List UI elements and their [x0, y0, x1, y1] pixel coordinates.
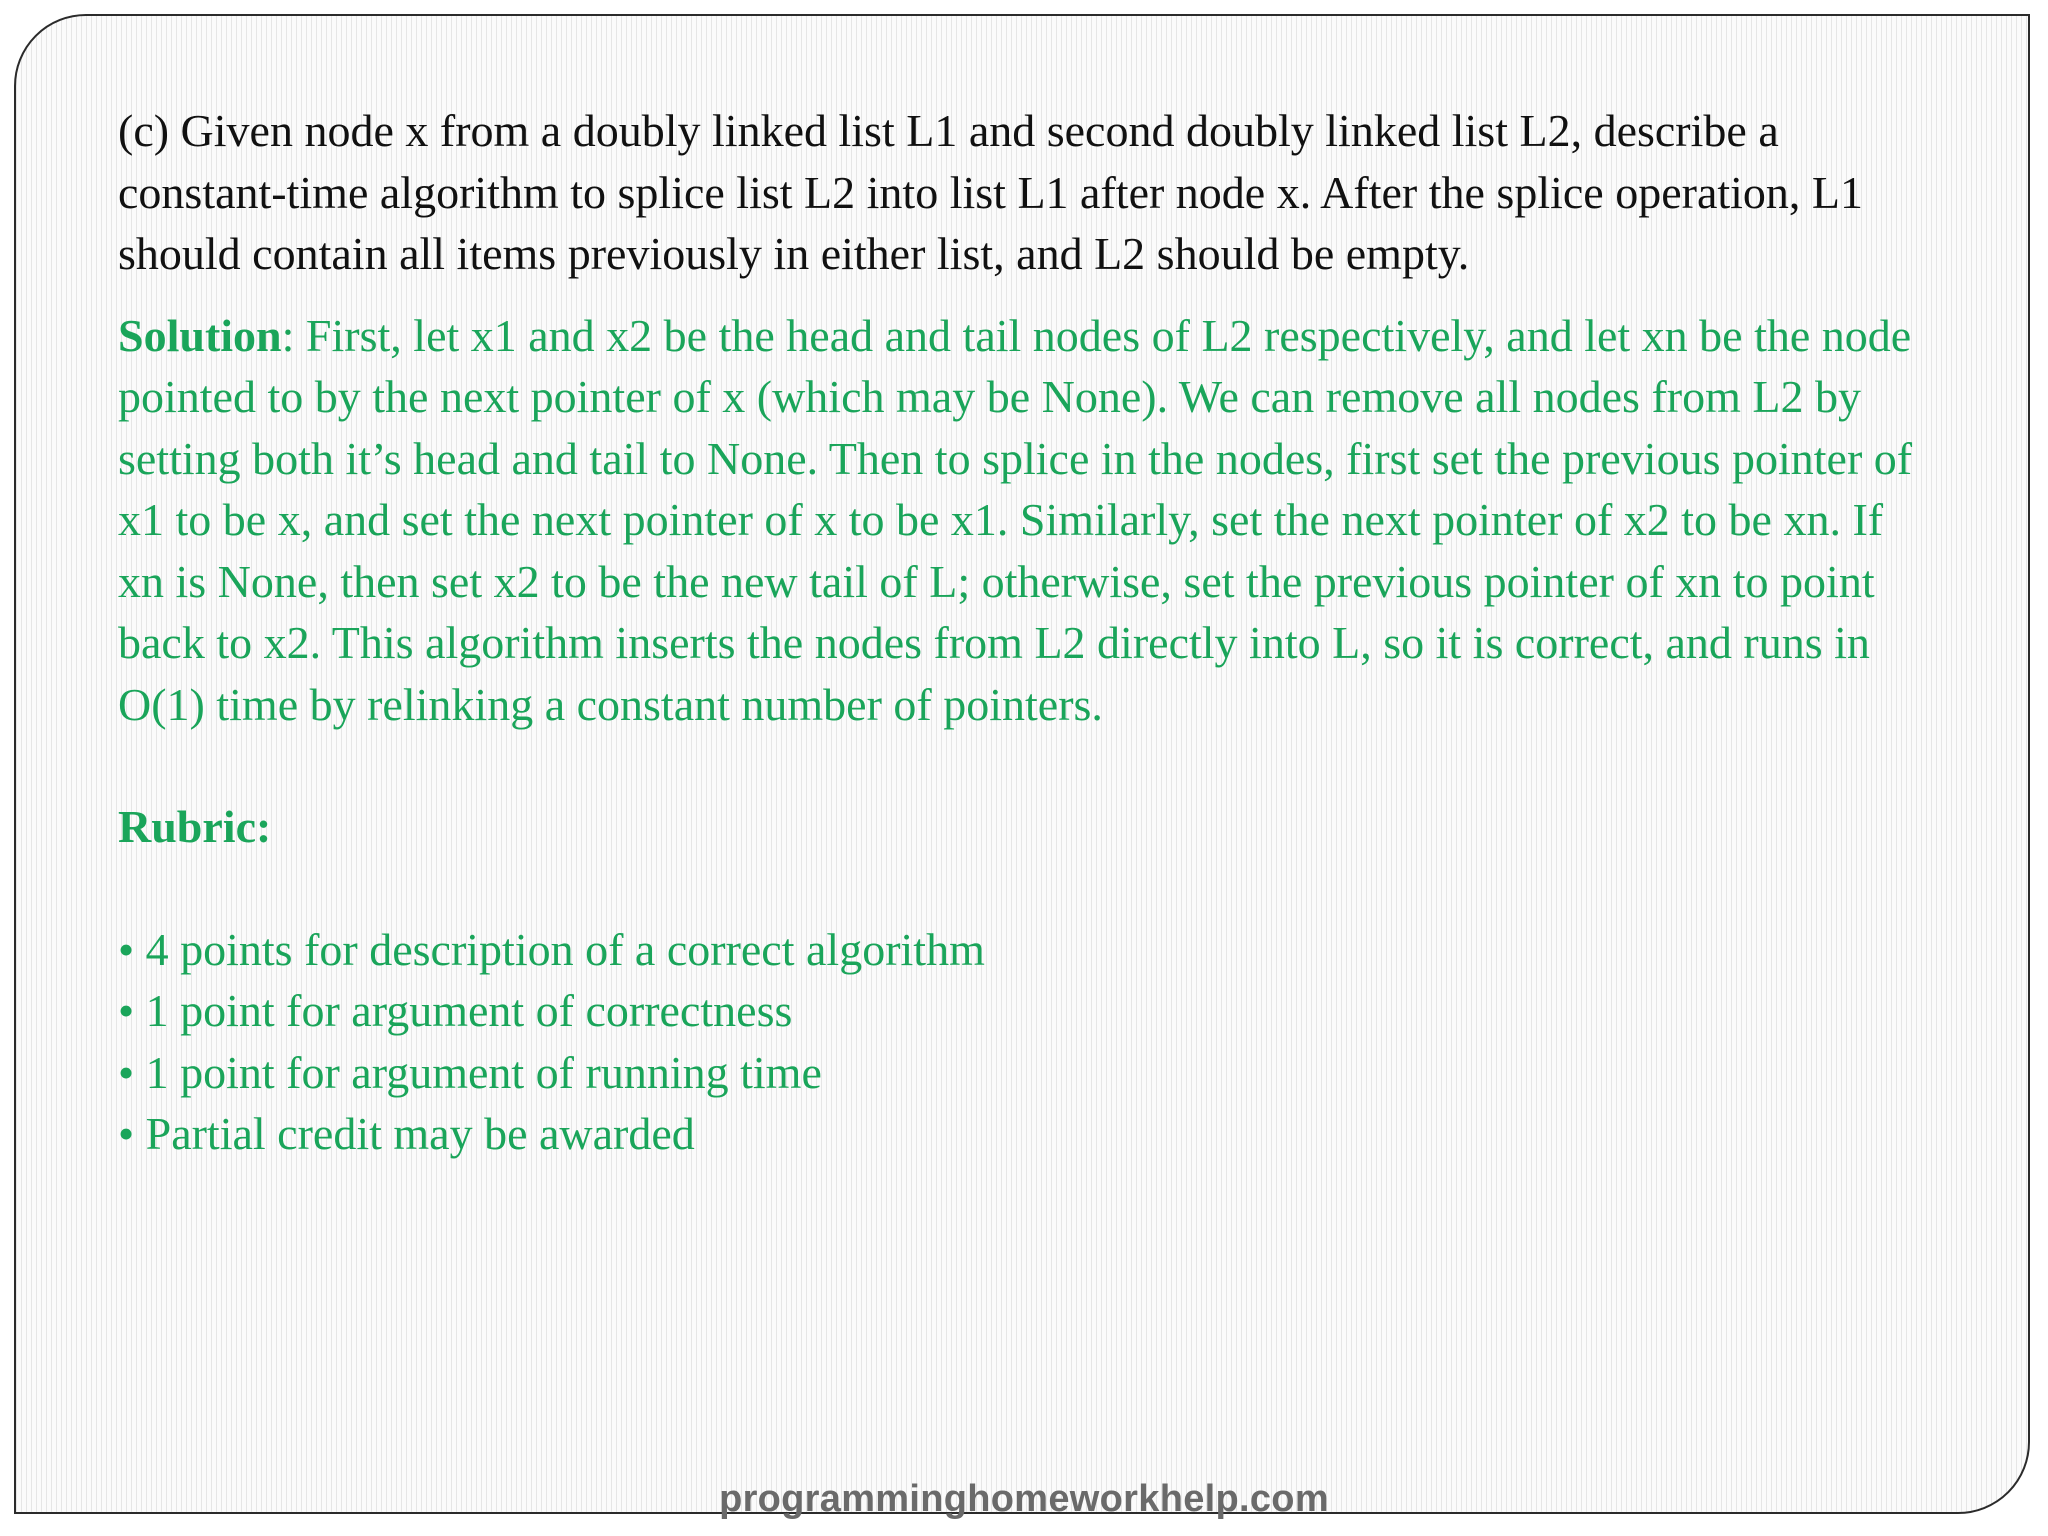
solution-text: : First, let x1 and x2 be the head and tail nodes of L2 respectively, and let xn be the node pointed to by the next pointer of x (which may be None). We can remove all nodes from L2 by setting both it’s head and tail to None. Then to splice in the nodes, first set the previous pointer of x1 to be x, and set the next pointer of x to be x1. Similarly, set the next pointer of x2 to be xn. If xn is None, then set x2 to be the new tail of L; otherwise, set the previous pointer of xn to point back to x2. This algorithm inserts the nodes from L2 directly into L, so it is correct, and runs in O(1) time by relinking a constant number of pointers.	[118, 309, 1913, 730]
rubric-item: • 4 points for description of a correct algorithm	[118, 923, 985, 975]
rubric-item: • 1 point for argument of correctness	[118, 985, 793, 1036]
footer-watermark: programminghomeworkhelp.com	[719, 1478, 1329, 1520]
rubric-item: • Partial credit may be awarded	[118, 1108, 695, 1159]
solution-paragraph	[118, 305, 1938, 736]
rubric-item: • 1 point for argument of running time	[118, 1046, 822, 1098]
rubric-heading: Rubric:	[118, 801, 272, 852]
question-text: (c) Given node x from a doubly linked list L1 and second doubly linked list L2, describe a constant-time algorithm to splice list L2 into list L1 after node x. After the splice operation, L1 should contain all items previously in either list, and L2 should be empty.	[118, 105, 1864, 279]
solution-label: Solution	[118, 309, 282, 361]
slide-content	[118, 100, 1938, 1165]
rubric-list	[118, 919, 1938, 1165]
